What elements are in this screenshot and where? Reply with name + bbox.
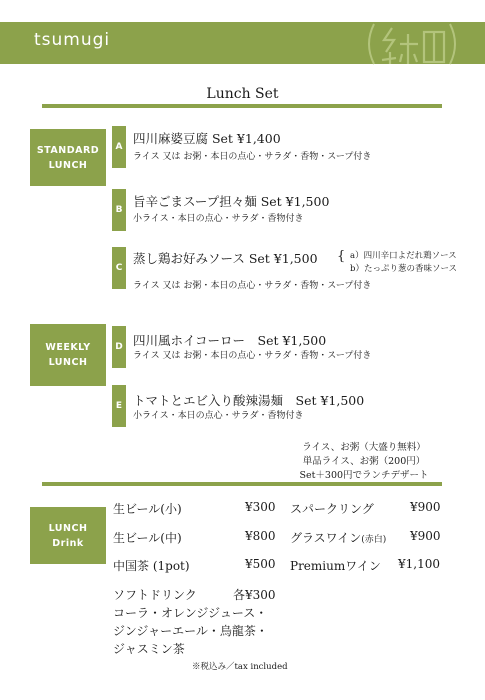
note-line-2: 単品ライス、お粥（200円） [302,456,426,467]
item-b-tag: B [112,189,126,231]
lunch-drink-text: LUNCH Drink [48,522,88,549]
item-c-name: 蒸し鶏お好みソース Set ¥1,500 [133,251,318,266]
item-d-name: 四川風ホイコーロー Set ¥1,500 [133,333,327,348]
standard-lunch-label [30,129,106,186]
note-line-3: Set＋300円でランチデザート [299,470,429,481]
logo-emblem-icon [360,18,464,70]
item-a-desc: ライス 又は お粥・本日の点心・サラダ・香物・スープ付き [133,152,372,162]
item-e-tag: E [112,385,126,427]
weekly-lunch-text: WEEKLY LUNCH [45,342,91,368]
standard-lunch-text: STANDARD LUNCH [36,144,100,171]
item-c-brace: { [337,249,346,264]
brand-name: tsumugi [34,30,111,50]
drink-soft-price: 各¥300 [233,588,276,602]
lunch-drink-label [30,507,106,564]
drink-premium-wine-price: ¥1,100 [398,557,440,571]
drink-soft-list-3: ジャスミン茶 [113,642,185,656]
item-c-desc: ライス 又は お粥・本日の点心・サラダ・香物・スープ付き [133,281,372,291]
title-divider [42,104,442,108]
item-d-desc: ライス 又は お粥・本日の点心・サラダ・香物・スープ付き [133,351,372,361]
note-line-1: ライス、お粥（大盛り無料） [302,442,426,453]
drink-beer-small-name: 生ビール(小) [113,502,182,516]
drink-beer-medium-name: 生ビール(中) [113,531,182,545]
item-e-name: トマトとエビ入り酸辣湯麺 Set ¥1,500 [133,393,365,408]
item-e-desc: 小ライス・本日の点心・サラダ・香物付き [133,411,304,421]
drink-glass-wine-name [290,529,386,546]
drink-glass-wine-label: グラスワイン [290,531,362,545]
item-b-name: 旨辛ごまスープ担々麺 Set ¥1,500 [133,194,330,209]
drink-beer-medium-price: ¥800 [245,529,276,543]
drink-divider [42,482,442,486]
item-b-desc: 小ライス・本日の点心・サラダ・香物付き [133,214,304,224]
drink-tea-name: 中国茶 (1pot) [113,559,190,573]
item-d-tag: D [112,326,126,368]
drink-soft-list-1: コーラ・オレンジジュース・ [113,606,268,620]
drink-premium-wine-name: Premiumワイン [290,559,381,573]
drink-tea-price: ¥500 [245,557,276,571]
drink-sparkling-price: ¥900 [410,500,441,514]
tax-note: ※税込み／tax included [192,662,288,672]
drink-beer-small-price: ¥300 [245,500,276,514]
item-a-name: 四川麻婆豆腐 Set ¥1,400 [133,131,281,146]
drink-glass-wine-price: ¥900 [410,529,441,543]
weekly-lunch-label [30,324,106,386]
item-c-option-a: a）四川辛口よだれ鶏ソース [350,251,457,261]
drink-soft-list-2: ジンジャーエール・烏龍茶・ [113,624,268,638]
drink-glass-wine-sub: (赤白) [361,535,387,545]
item-c-option-b: b）たっぷり葱の香味ソース [350,264,458,274]
page-title: Lunch Set [206,86,279,102]
item-a-tag: A [112,126,126,168]
drink-sparkling-name: スパークリング [290,502,374,516]
drink-soft-name: ソフトドリンク [113,588,197,602]
item-c-tag: C [112,247,126,289]
